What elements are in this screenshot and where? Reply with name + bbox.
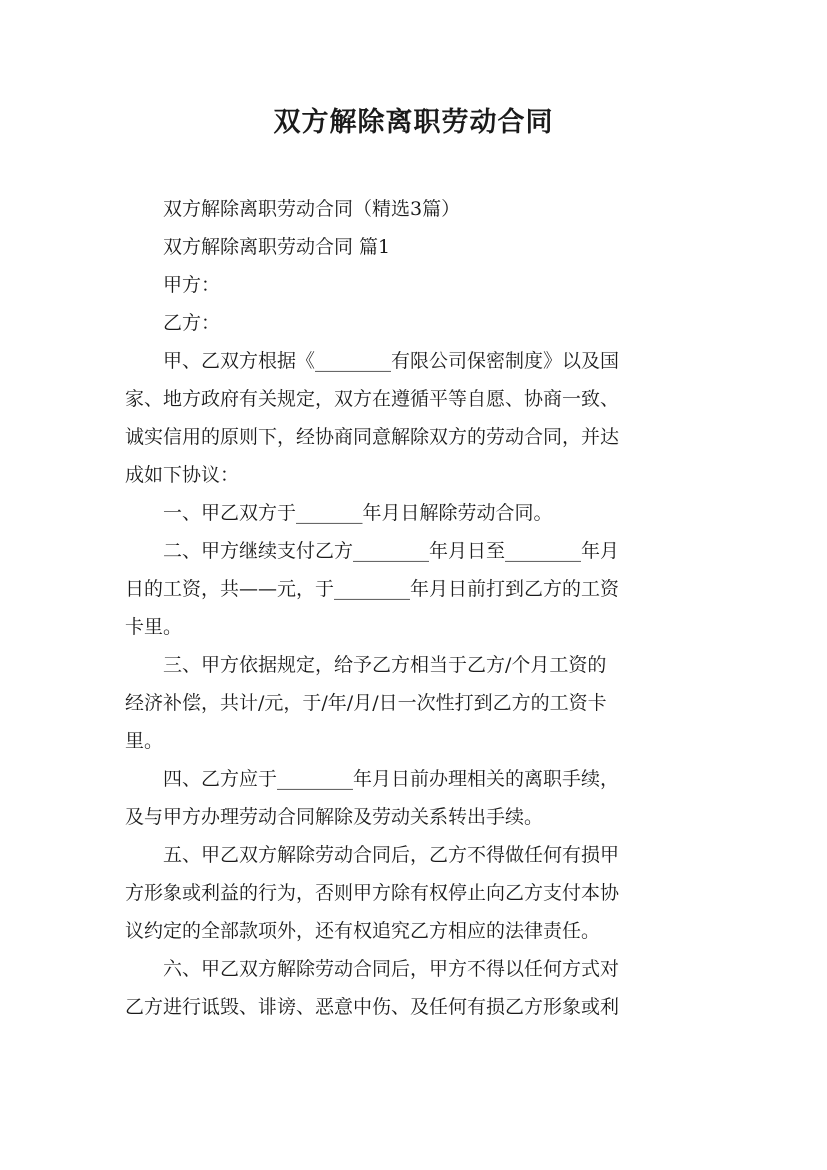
document-body xyxy=(125,190,715,1026)
body-paragraph xyxy=(125,836,715,950)
subtitle-line: 双方解除离职劳动合同（精选3篇） xyxy=(163,198,461,220)
paragraph-line: 二、甲方继续支付乙方________年月日至________年月 xyxy=(163,540,620,562)
paragraph-line: 三、甲方依据规定，给予乙方相当于乙方/个月工资的 xyxy=(163,654,607,676)
paragraph-line: 乙方进行诋毁、诽谤、恶意中伤、及任何有损乙方形象或利 xyxy=(125,996,620,1018)
paragraph-line: 议约定的全部款项外，还有权追究乙方相应的法律责任。 xyxy=(125,920,601,942)
body-paragraph xyxy=(125,760,715,836)
body-paragraph xyxy=(125,950,715,1026)
paragraph-line: 六、甲乙双方解除劳动合同后，甲方不得以任何方式对 xyxy=(163,958,620,980)
body-paragraph xyxy=(125,532,715,646)
section-heading: 双方解除离职劳动合同 篇1 xyxy=(163,236,391,258)
paragraph-line: 五、甲乙双方解除劳动合同后，乙方不得做任何有损甲 xyxy=(163,844,620,866)
paragraph-line: 日的工资，共——元，于________年月日前打到乙方的工资 xyxy=(125,578,620,600)
paragraph-line: 及与甲方办理劳动合同解除及劳动关系转出手续。 xyxy=(125,806,544,828)
body-paragraph xyxy=(125,342,715,494)
document-title: 双方解除离职劳动合同 xyxy=(273,107,554,138)
paragraph-line: 甲、乙双方根据《________有限公司保密制度》以及国 xyxy=(163,350,620,372)
party-a-line: 甲方： xyxy=(163,274,221,296)
party-b-line: 乙方： xyxy=(163,312,221,334)
paragraph-line: 方形象或利益的行为，否则甲方除有权停止向乙方支付本协 xyxy=(125,882,620,904)
paragraph-line: 一、甲乙双方于_______年月日解除劳动合同。 xyxy=(163,502,553,524)
paragraph-line: 卡里。 xyxy=(125,616,183,638)
paragraph-line: 四、乙方应于________年月日前办理相关的离职手续， xyxy=(163,768,620,790)
paragraph-list xyxy=(125,342,715,1026)
paragraph-line: 诚实信用的原则下，经协商同意解除双方的劳动合同，并达 xyxy=(125,426,620,448)
paragraph-line: 经济补偿，共计/元，于/年/月/日一次性打到乙方的工资卡 xyxy=(125,692,607,714)
body-paragraph xyxy=(125,494,715,532)
paragraph-line: 里。 xyxy=(125,730,164,752)
paragraph-line: 成如下协议： xyxy=(125,464,240,486)
body-paragraph xyxy=(125,646,715,760)
paragraph-line: 家、地方政府有关规定，双方在遵循平等自愿、协商一致、 xyxy=(125,388,620,410)
